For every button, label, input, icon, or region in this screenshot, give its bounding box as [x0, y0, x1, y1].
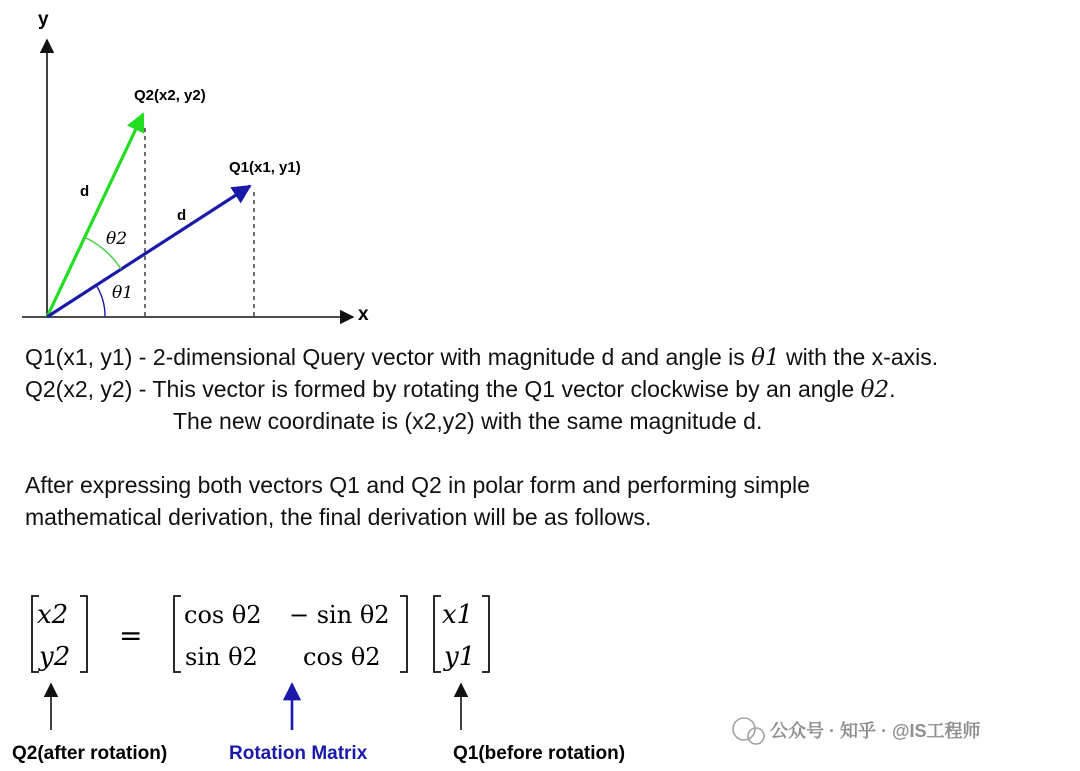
- desc-line-1: [25, 344, 938, 371]
- lhs-y2: y2: [39, 642, 71, 672]
- lhs-x2: x2: [37, 600, 69, 630]
- matrix-r2c2: cos θ2: [303, 643, 381, 671]
- matrix-r1c1: cos θ2: [184, 601, 262, 629]
- matrix-right-bracket: [400, 596, 407, 672]
- theta1-arc: [96, 285, 105, 317]
- y-axis-label: y: [38, 9, 49, 30]
- rhs-left-bracket: [434, 596, 441, 672]
- watermark-text: 公众号 · 知乎 · @IS工程师: [770, 721, 981, 741]
- desc-line-2-text: - This vector is formed by rotating the Q1 vector clockwise by an angle: [132, 376, 861, 402]
- lhs-right-bracket: [80, 596, 87, 672]
- desc-paragraph-line-1: After expressing both vectors Q1 and Q2 in polar form and performing simple: [25, 472, 810, 498]
- desc-line-1-text: - 2-dimensional Query vector with magnitude d and angle is: [132, 344, 752, 370]
- desc-line-2-theta: θ2: [860, 377, 890, 403]
- q2-label: Q2(x2, y2): [134, 87, 206, 104]
- x-axis-label: x: [358, 304, 369, 325]
- matrix-r2c1: sin θ2: [185, 643, 258, 671]
- matrix-left-bracket: [174, 596, 181, 672]
- rhs-y1: y1: [444, 642, 476, 672]
- matrix-r1c2: − sin θ2: [289, 601, 390, 629]
- q1-magnitude-label: d: [177, 207, 187, 224]
- desc-line-3: The new coordinate is (x2,y2) with the same magnitude d.: [173, 408, 763, 434]
- rhs-right-bracket: [482, 596, 489, 672]
- watermark: [733, 718, 981, 744]
- equals-sign: =: [119, 619, 143, 652]
- desc-line-2: [25, 376, 895, 403]
- rhs-x1: x1: [442, 600, 474, 630]
- theta2-label: θ2: [106, 229, 128, 249]
- desc-line-2-term: Q2(x2, y2): [25, 376, 133, 402]
- desc-line-1-theta: θ1: [751, 345, 780, 371]
- desc-line-1-term: Q1(x1, y1): [25, 344, 133, 370]
- rhs-caption: Q1(before rotation): [453, 743, 626, 764]
- lhs-caption: Q2(after rotation): [12, 743, 168, 764]
- desc-line-1-tail: with the x-axis.: [779, 344, 939, 370]
- q2-magnitude-label: d: [80, 183, 90, 200]
- desc-paragraph-line-2: mathematical derivation, the final derivation will be as follows.: [25, 504, 652, 530]
- desc-line-2-tail: .: [889, 376, 896, 402]
- matrix-caption: Rotation Matrix: [229, 743, 368, 764]
- theta1-label: θ1: [112, 283, 134, 303]
- q1-label: Q1(x1, y1): [229, 159, 301, 176]
